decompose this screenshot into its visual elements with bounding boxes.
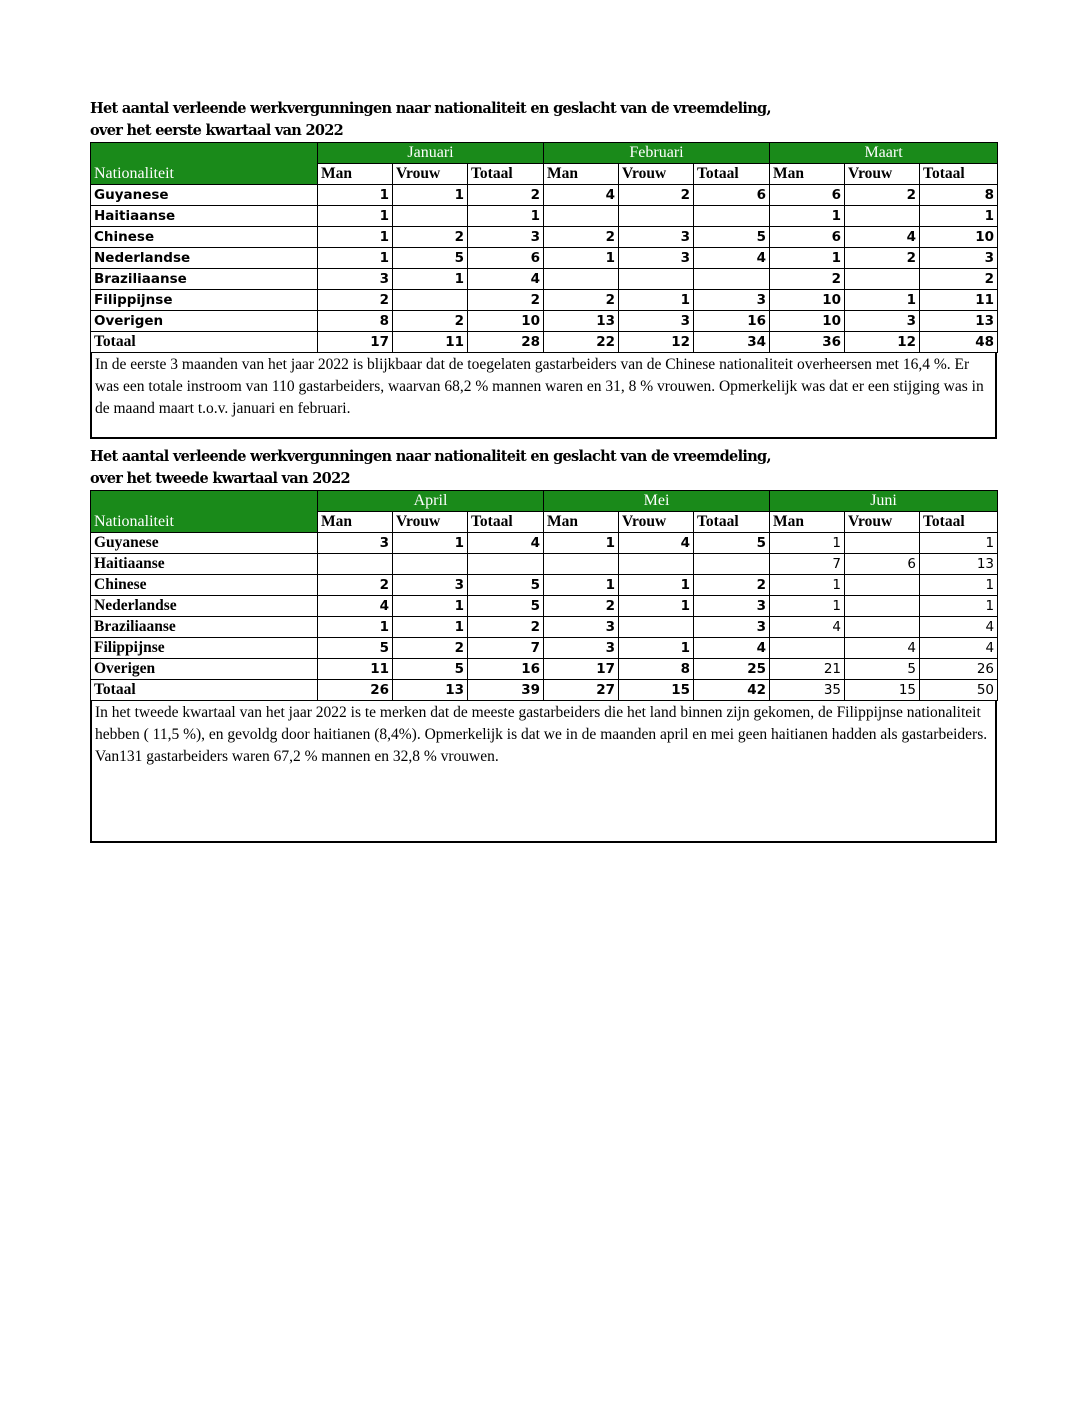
q2-value-cell: 3	[544, 638, 619, 659]
q2-tbody	[91, 491, 998, 701]
q2-value-cell: 3	[393, 575, 468, 596]
q1-value-cell	[544, 206, 619, 227]
q1-value-cell: 10	[770, 311, 845, 332]
q1-value-cell: 6	[694, 185, 770, 206]
q1-value-cell: 1	[619, 290, 694, 311]
q1-table-row	[91, 290, 998, 311]
q1-value-cell: 2	[845, 248, 920, 269]
q2-value-cell: 3	[318, 533, 393, 554]
q1-note: In de eerste 3 maanden van het jaar 2022 is blijkbaar dat de toegelaten gastarbeiders van de Chinese nationaliteit overheersen met 16,4 %. Er was een totale instroom van 110 gastarbeiders, waarvan 68,2 % mannen waren en 31, 8 % vrouwen. Opmerkelijk was dat er een stijging was in de maand maart t.o.v. januari en februari.	[95, 356, 984, 417]
q1-value-cell: 1	[318, 206, 393, 227]
q1-value-cell: 2	[544, 290, 619, 311]
q2-value-cell: 17	[544, 659, 619, 680]
q2-value-cell: 2	[694, 575, 770, 596]
q2-value-cell: 1	[770, 596, 845, 617]
q2-table-row	[91, 659, 998, 680]
q2-value-cell: 5	[393, 659, 468, 680]
q2-row-label: Overigen	[91, 659, 318, 680]
q2-title-line2: over het tweede kwartaal van 2022	[90, 470, 350, 487]
q2-value-cell: 5	[468, 575, 544, 596]
q2-value-cell	[468, 554, 544, 575]
q1-value-cell: 48	[920, 332, 998, 353]
q2-row-label: Filippijnse	[91, 638, 318, 659]
q1-value-cell: 1	[920, 206, 998, 227]
q2-value-cell: 5	[845, 659, 920, 680]
q2-value-cell: 42	[694, 680, 770, 701]
q2-corner-cell	[91, 491, 318, 512]
q1-value-cell: 3	[619, 248, 694, 269]
q1-value-cell: 6	[770, 227, 845, 248]
q2-value-cell: 1	[770, 533, 845, 554]
q2-row-label: Braziliaanse	[91, 617, 318, 638]
q1-value-cell: 10	[468, 311, 544, 332]
q1-column-header: Totaal	[694, 164, 770, 185]
q2-value-cell: 5	[468, 596, 544, 617]
q1-row-label: Filippijnse	[91, 290, 318, 311]
q1-value-cell: 5	[393, 248, 468, 269]
q2-value-cell: 21	[770, 659, 845, 680]
q1-table-row	[91, 332, 998, 353]
q2-row-label: Chinese	[91, 575, 318, 596]
q2-table-row	[91, 596, 998, 617]
q2-table-row	[91, 554, 998, 575]
q1-corner-cell	[91, 143, 318, 164]
q1-value-cell: 6	[770, 185, 845, 206]
q1-value-cell: 2	[845, 185, 920, 206]
q1-value-cell: 1	[318, 227, 393, 248]
q1-value-cell: 11	[393, 332, 468, 353]
q2-note: In het tweede kwartaal van het jaar 2022 is te merken dat de meeste gastarbeiders die het land binnen zijn gekomen, de Filippijnse nationaliteit hebben ( 11,5 %), en gevoldg door haitianen (8,4%). Opmerkelijk is dat we in de maanden april en mei geen haitianen hadden als gastarbeiders. Van131 gastarbeiders waren 67,2 % mannen en 32,8 % vrouwen.	[95, 704, 988, 765]
q1-value-cell: 2	[393, 311, 468, 332]
q2-value-cell: 1	[619, 575, 694, 596]
q1-value-cell: 22	[544, 332, 619, 353]
q1-table-row	[91, 206, 998, 227]
q2-value-cell: 1	[619, 596, 694, 617]
q2-column-header: Man	[770, 512, 845, 533]
q2-value-cell	[393, 554, 468, 575]
q1-column-header: Totaal	[468, 164, 544, 185]
q1-value-cell: 2	[770, 269, 845, 290]
q2-table-row	[91, 617, 998, 638]
q1-value-cell	[694, 206, 770, 227]
q2-value-cell: 4	[920, 617, 998, 638]
q1-value-cell: 2	[619, 185, 694, 206]
q1-value-cell: 13	[920, 311, 998, 332]
q1-value-cell: 5	[694, 227, 770, 248]
q2-value-cell: 25	[694, 659, 770, 680]
q2-value-cell	[619, 617, 694, 638]
q1-month-header: Januari	[318, 143, 544, 164]
q2-value-cell: 26	[318, 680, 393, 701]
q1-value-cell	[694, 269, 770, 290]
q2-value-cell: 1	[393, 596, 468, 617]
q2-value-cell	[694, 554, 770, 575]
q1-value-cell: 1	[393, 269, 468, 290]
q1-value-cell	[619, 269, 694, 290]
q2-value-cell: 7	[770, 554, 845, 575]
q1-section	[90, 98, 997, 439]
q2-value-cell: 3	[694, 617, 770, 638]
q2-table-row	[91, 638, 998, 659]
q1-column-header: Vrouw	[845, 164, 920, 185]
q1-month-header: Maart	[770, 143, 998, 164]
q2-value-cell	[770, 638, 845, 659]
q1-value-cell	[845, 206, 920, 227]
q1-value-cell: 11	[920, 290, 998, 311]
q2-value-cell: 4	[845, 638, 920, 659]
q1-table-row	[91, 185, 998, 206]
q1-table-row	[91, 269, 998, 290]
q1-value-cell: 4	[694, 248, 770, 269]
q2-value-cell: 13	[393, 680, 468, 701]
q2-value-cell: 2	[318, 575, 393, 596]
q2-note-box	[90, 701, 997, 843]
q1-value-cell: 1	[393, 185, 468, 206]
q1-tbody	[91, 143, 998, 353]
q1-row-label: Braziliaanse	[91, 269, 318, 290]
q1-column-header: Vrouw	[393, 164, 468, 185]
q2-value-cell: 4	[619, 533, 694, 554]
q2-value-cell: 1	[393, 617, 468, 638]
q2-title-line1: Het aantal verleende werkvergunningen naar nationaliteit en geslacht van de vreemdeling,	[90, 448, 771, 465]
q1-column-header: Man	[770, 164, 845, 185]
q2-column-header: Totaal	[920, 512, 998, 533]
q2-row-label: Totaal	[91, 680, 318, 701]
q1-table-row	[91, 248, 998, 269]
q2-column-header: Totaal	[694, 512, 770, 533]
q2-value-cell	[845, 575, 920, 596]
q2-value-cell: 11	[318, 659, 393, 680]
q1-value-cell	[619, 206, 694, 227]
q2-value-cell: 13	[920, 554, 998, 575]
q1-column-header: Vrouw	[619, 164, 694, 185]
q2-value-cell: 1	[544, 575, 619, 596]
q1-row-label: Guyanese	[91, 185, 318, 206]
q1-value-cell: 3	[468, 227, 544, 248]
q1-value-cell: 4	[544, 185, 619, 206]
q1-table-row	[91, 311, 998, 332]
q1-value-cell: 1	[770, 248, 845, 269]
q1-value-cell: 1	[468, 206, 544, 227]
q1-value-cell: 17	[318, 332, 393, 353]
q2-value-cell	[845, 533, 920, 554]
q2-value-cell: 15	[619, 680, 694, 701]
q2-column-header: Man	[318, 512, 393, 533]
q1-value-cell: 2	[920, 269, 998, 290]
q1-value-cell	[393, 206, 468, 227]
q1-value-cell: 2	[468, 185, 544, 206]
q2-value-cell: 16	[468, 659, 544, 680]
q2-value-cell: 1	[619, 638, 694, 659]
q2-value-cell	[318, 554, 393, 575]
q1-value-cell: 3	[619, 227, 694, 248]
q1-value-cell: 2	[468, 290, 544, 311]
q1-month-header: Februari	[544, 143, 770, 164]
q2-value-cell	[845, 596, 920, 617]
q1-value-cell: 6	[468, 248, 544, 269]
q2-value-cell: 1	[920, 596, 998, 617]
q2-column-header: Vrouw	[393, 512, 468, 533]
q1-value-cell	[544, 269, 619, 290]
q2-value-cell: 5	[694, 533, 770, 554]
q2-value-cell: 1	[544, 533, 619, 554]
q2-value-cell: 4	[318, 596, 393, 617]
q1-column-header: Man	[544, 164, 619, 185]
q1-column-header: Man	[318, 164, 393, 185]
q2-nationality-header: Nationaliteit	[91, 512, 318, 533]
q1-value-cell	[393, 290, 468, 311]
q1-row-label: Chinese	[91, 227, 318, 248]
q2-value-cell: 1	[920, 533, 998, 554]
q2-value-cell	[619, 554, 694, 575]
q2-value-cell: 39	[468, 680, 544, 701]
q2-month-header: April	[318, 491, 544, 512]
q1-table	[90, 142, 998, 353]
q2-column-header: Vrouw	[845, 512, 920, 533]
q1-value-cell: 2	[393, 227, 468, 248]
q1-value-cell: 1	[770, 206, 845, 227]
q2-value-cell: 7	[468, 638, 544, 659]
q2-row-label: Guyanese	[91, 533, 318, 554]
q1-table-row	[91, 227, 998, 248]
q1-month-row	[91, 143, 998, 164]
q2-month-header: Juni	[770, 491, 998, 512]
q2-value-cell: 4	[920, 638, 998, 659]
q1-nationality-header: Nationaliteit	[91, 164, 318, 185]
q1-title-line1: Het aantal verleende werkvergunningen naar nationaliteit en geslacht van de vreemdeling,	[90, 100, 771, 117]
q1-value-cell: 1	[544, 248, 619, 269]
q2-column-header: Vrouw	[619, 512, 694, 533]
q1-value-cell: 10	[920, 227, 998, 248]
q1-value-cell: 3	[318, 269, 393, 290]
q2-value-cell: 2	[393, 638, 468, 659]
q2-value-cell	[845, 617, 920, 638]
q2-value-cell: 3	[694, 596, 770, 617]
q1-value-cell: 1	[318, 248, 393, 269]
q2-section	[90, 446, 997, 843]
q2-table	[90, 490, 998, 701]
q2-value-cell: 8	[619, 659, 694, 680]
q2-value-cell: 35	[770, 680, 845, 701]
q2-value-cell: 27	[544, 680, 619, 701]
q1-value-cell: 12	[845, 332, 920, 353]
q2-value-cell: 1	[318, 617, 393, 638]
q2-column-header: Man	[544, 512, 619, 533]
q2-row-label: Nederlandse	[91, 596, 318, 617]
q1-value-cell: 3	[619, 311, 694, 332]
q2-month-row	[91, 491, 998, 512]
q2-value-cell: 4	[694, 638, 770, 659]
q1-value-cell: 16	[694, 311, 770, 332]
q2-column-header: Totaal	[468, 512, 544, 533]
q1-value-cell: 1	[318, 185, 393, 206]
q1-value-cell: 3	[920, 248, 998, 269]
q1-value-cell: 28	[468, 332, 544, 353]
q1-subheader-row	[91, 164, 998, 185]
q2-value-cell: 1	[393, 533, 468, 554]
q1-row-label: Nederlandse	[91, 248, 318, 269]
q2-value-cell: 4	[770, 617, 845, 638]
q1-value-cell: 8	[318, 311, 393, 332]
q1-value-cell: 34	[694, 332, 770, 353]
q1-value-cell: 3	[694, 290, 770, 311]
q1-value-cell: 3	[845, 311, 920, 332]
q1-value-cell: 36	[770, 332, 845, 353]
q2-value-cell: 3	[544, 617, 619, 638]
q2-subheader-row	[91, 512, 998, 533]
q2-value-cell: 15	[845, 680, 920, 701]
q1-value-cell: 4	[468, 269, 544, 290]
q1-column-header: Totaal	[920, 164, 998, 185]
q2-table-row	[91, 575, 998, 596]
q1-row-label: Overigen	[91, 311, 318, 332]
q2-value-cell: 5	[318, 638, 393, 659]
q1-value-cell: 2	[318, 290, 393, 311]
q1-value-cell: 4	[845, 227, 920, 248]
q2-value-cell: 2	[468, 617, 544, 638]
q2-value-cell: 1	[770, 575, 845, 596]
q1-value-cell: 2	[544, 227, 619, 248]
q1-title-line2: over het eerste kwartaal van 2022	[90, 122, 344, 139]
q2-value-cell: 6	[845, 554, 920, 575]
q2-value-cell: 2	[544, 596, 619, 617]
q2-value-cell	[544, 554, 619, 575]
q2-table-row	[91, 680, 998, 701]
q1-row-label: Totaal	[91, 332, 318, 353]
q1-value-cell: 12	[619, 332, 694, 353]
q2-value-cell: 4	[468, 533, 544, 554]
q1-value-cell: 10	[770, 290, 845, 311]
q2-value-cell: 1	[920, 575, 998, 596]
q1-note-box	[90, 353, 997, 439]
q2-value-cell: 50	[920, 680, 998, 701]
q2-table-row	[91, 533, 998, 554]
q1-row-label: Haitiaanse	[91, 206, 318, 227]
q2-value-cell: 26	[920, 659, 998, 680]
q1-value-cell	[845, 269, 920, 290]
q2-month-header: Mei	[544, 491, 770, 512]
q1-value-cell: 13	[544, 311, 619, 332]
q1-value-cell: 8	[920, 185, 998, 206]
q1-value-cell: 1	[845, 290, 920, 311]
q2-row-label: Haitiaanse	[91, 554, 318, 575]
